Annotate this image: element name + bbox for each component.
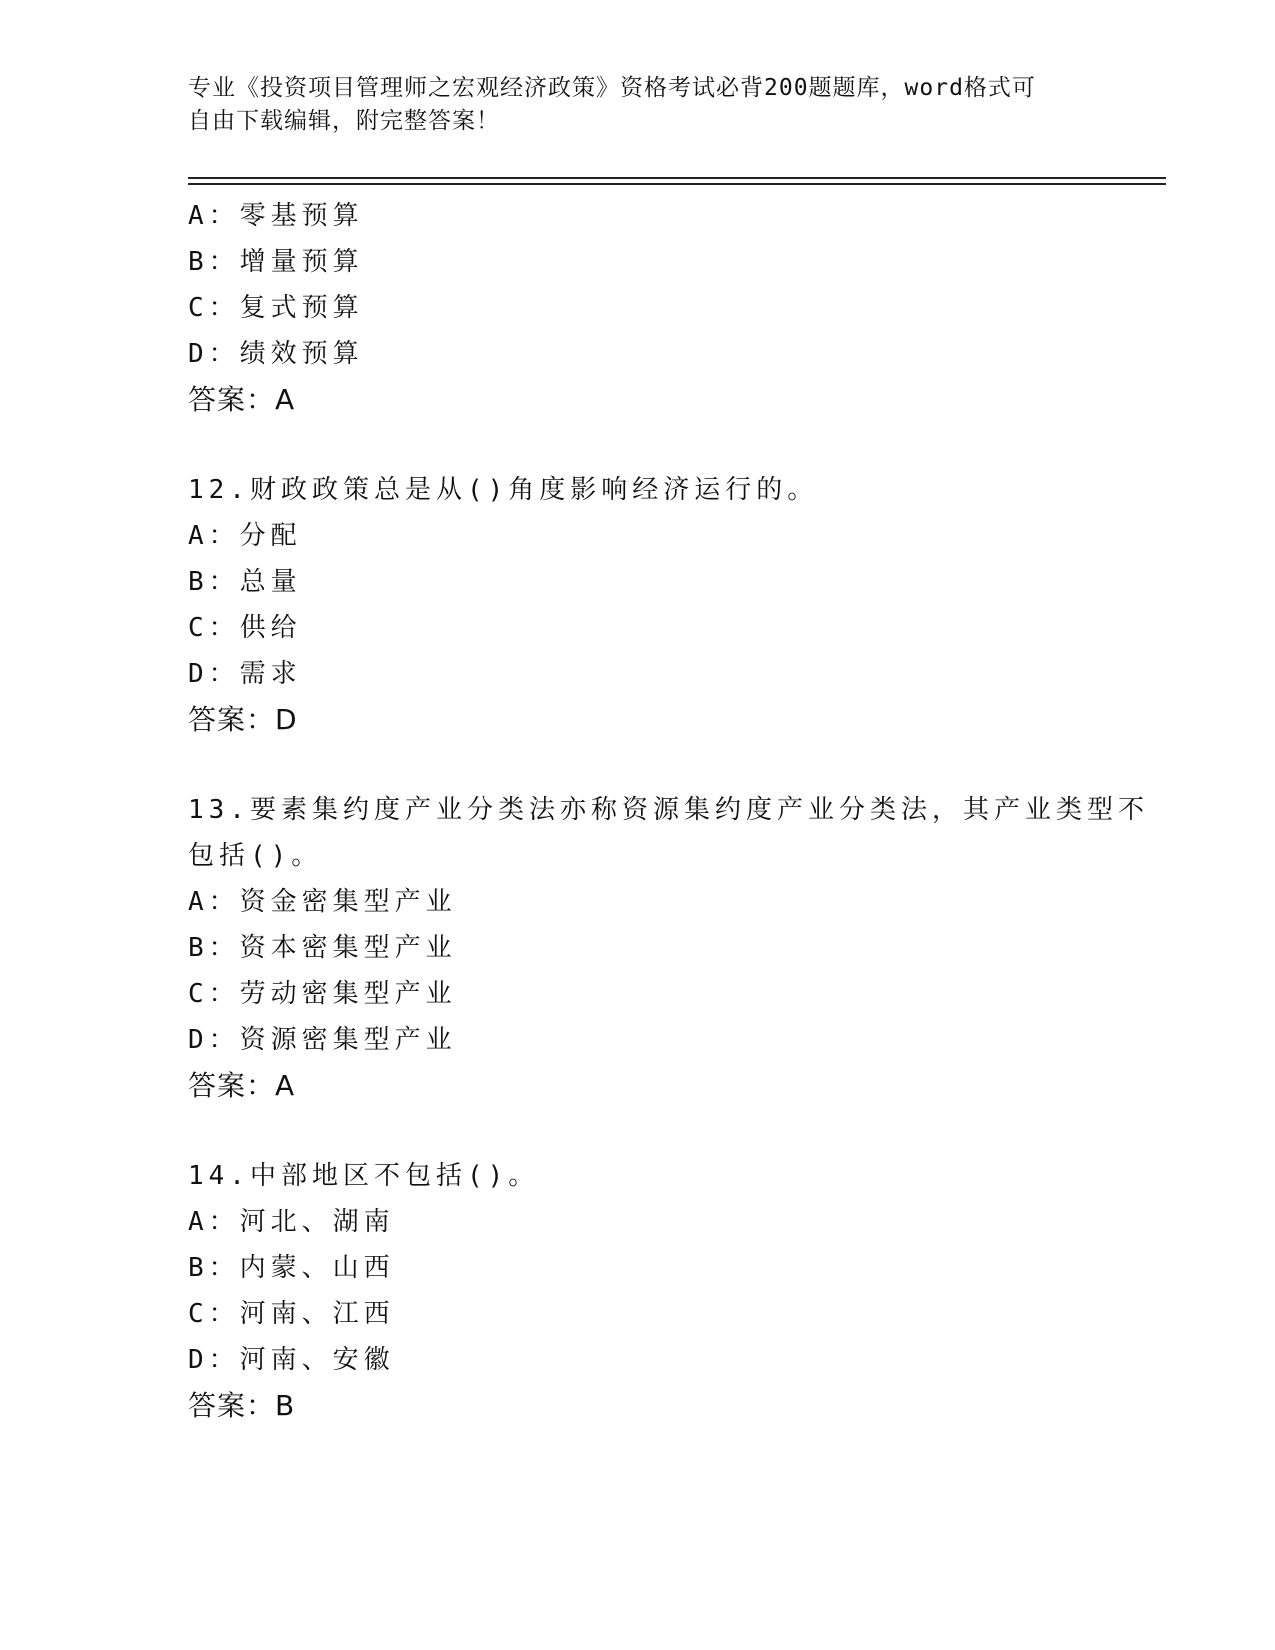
header-line-1: 专业《投资项目管理师之宏观经济政策》资格考试必背200题题库，word格式可: [188, 75, 1036, 101]
option-c: C：复式预算: [188, 293, 364, 323]
question-text-line-1: 13.要素集约度产业分类法亦称资源集约度产业分类法，其产业类型不: [188, 795, 1149, 825]
answer: 答案：B: [188, 1389, 296, 1422]
option-a: A：零基预算: [188, 201, 364, 231]
question-11: [188, 193, 1088, 423]
question-12: [188, 467, 1088, 743]
answer: 答案：A: [188, 1069, 296, 1102]
option-b: B：增量预算: [188, 247, 364, 277]
option-a: A：分配: [188, 521, 302, 551]
answer: 答案：D: [188, 703, 298, 736]
answer: 答案：A: [188, 383, 296, 416]
option-c: C：河南、江西: [188, 1299, 395, 1329]
option-b: B：总量: [188, 567, 302, 597]
header-divider-top: [188, 177, 1166, 179]
header-line-2: 自由下载编辑，附完整答案！: [188, 108, 500, 134]
option-b: B：资本密集型产业: [188, 933, 457, 963]
question-text: 12.财政政策总是从()角度影响经济运行的。: [188, 475, 819, 505]
option-c: C：供给: [188, 613, 302, 643]
option-d: D：资源密集型产业: [188, 1025, 457, 1055]
question-14: [188, 1153, 1088, 1429]
header-divider-bottom: [188, 183, 1166, 185]
option-d: D：河南、安徽: [188, 1345, 395, 1375]
option-c: C：劳动密集型产业: [188, 979, 457, 1009]
option-a: A：河北、湖南: [188, 1207, 395, 1237]
option-d: D：绩效预算: [188, 339, 364, 369]
document-header: [188, 72, 1078, 138]
option-a: A：资金密集型产业: [188, 887, 457, 917]
option-d: D：需求: [188, 659, 302, 689]
question-list: [188, 193, 1149, 1429]
question-text: 14.中部地区不包括()。: [188, 1161, 540, 1191]
question-13: [188, 787, 1149, 1109]
question-text-line-2: 包括()。: [188, 841, 323, 871]
option-b: B：内蒙、山西: [188, 1253, 395, 1283]
